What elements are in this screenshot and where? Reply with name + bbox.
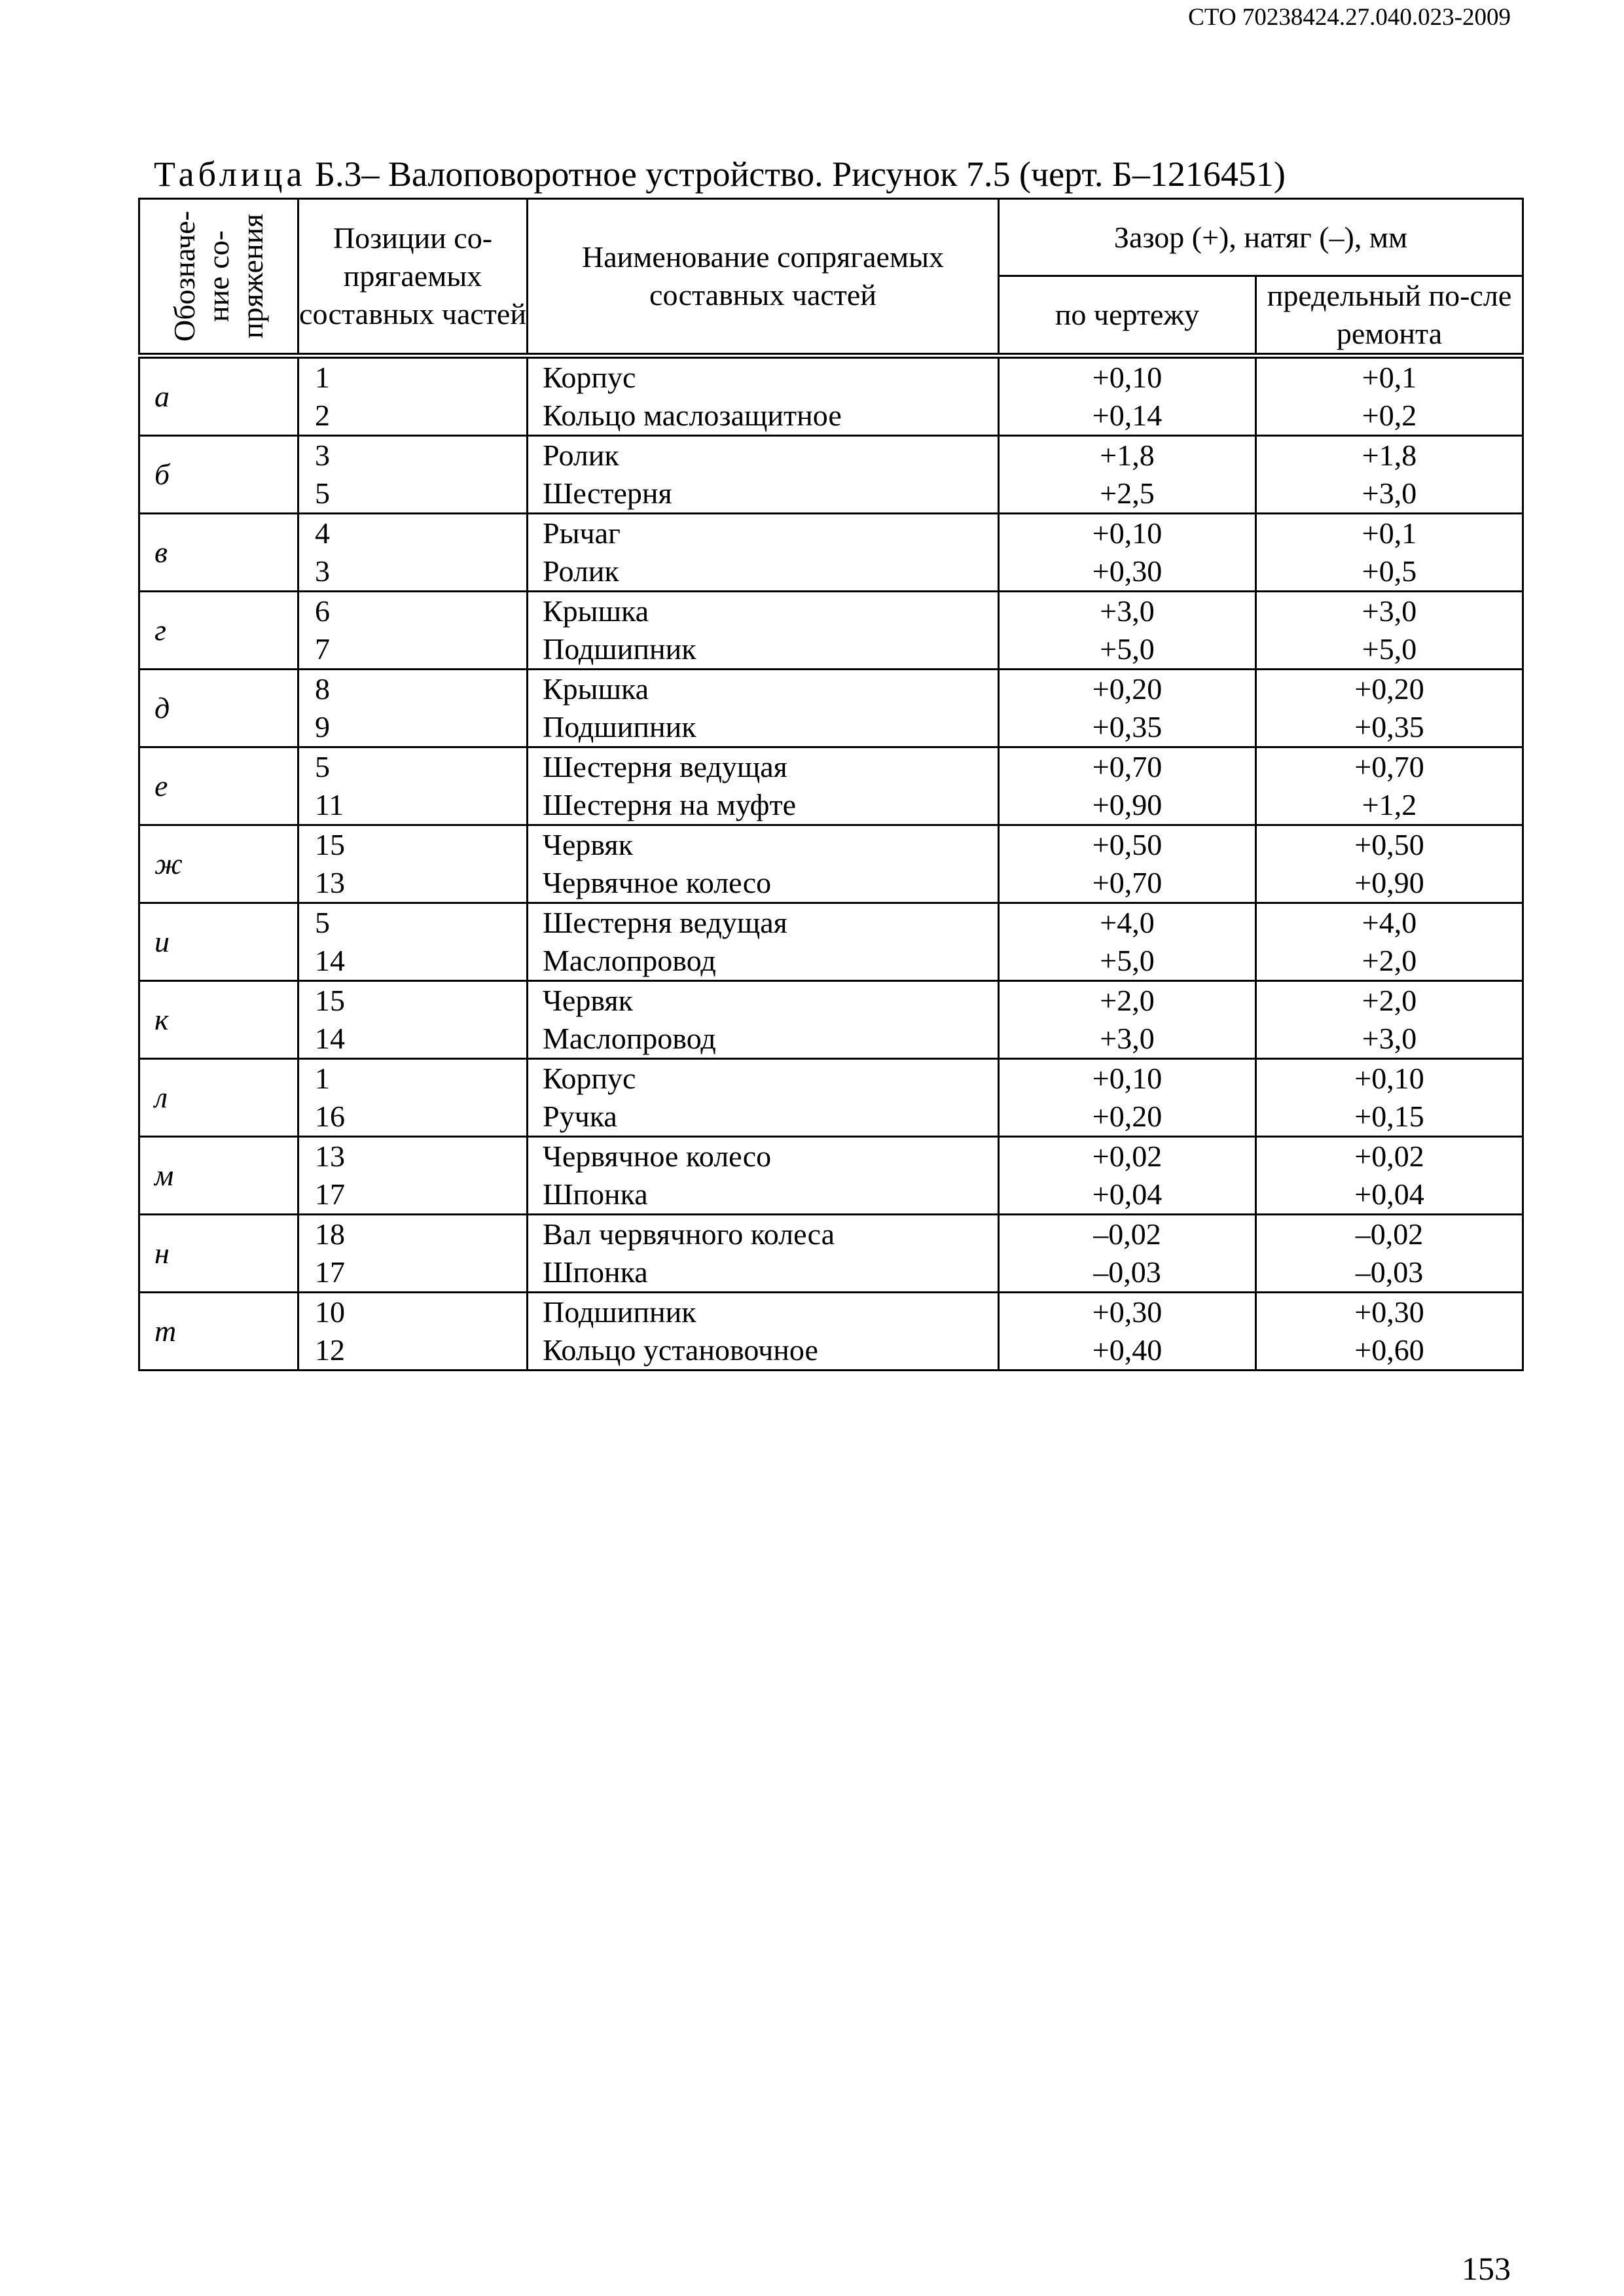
gap-limit-cell: +0,10	[1256, 1059, 1523, 1098]
table-row	[139, 397, 1523, 436]
gap-limit-cell: +3,0	[1256, 1020, 1523, 1059]
position-cell: 2	[298, 397, 528, 436]
position-cell: 7	[298, 630, 528, 670]
position-cell: 5	[298, 903, 528, 942]
gap-by-drawing-cell: +5,0	[999, 942, 1256, 981]
gap-limit-cell: +0,15	[1256, 1098, 1523, 1137]
gap-limit-cell: +0,1	[1256, 356, 1523, 397]
position-cell: 12	[298, 1331, 528, 1371]
header-by-drawing	[999, 276, 1256, 356]
gap-by-drawing-cell: +3,0	[999, 592, 1256, 631]
position-cell: 4	[298, 514, 528, 553]
part-name-cell: Кольцо маслозащитное	[528, 397, 999, 436]
table-row	[139, 903, 1523, 942]
position-cell: 17	[298, 1253, 528, 1293]
mating-designation-cell: в	[139, 514, 298, 592]
header-limit-label: предельный по-сле ремонта	[1267, 279, 1512, 350]
position-cell: 5	[298, 475, 528, 514]
table-row	[139, 1293, 1523, 1332]
gap-by-drawing-cell: +0,14	[999, 397, 1256, 436]
table-row	[139, 552, 1523, 592]
table-row	[139, 475, 1523, 514]
gap-by-drawing-cell: +4,0	[999, 903, 1256, 942]
part-name-cell: Подшипник	[528, 630, 999, 670]
table-row	[139, 670, 1523, 709]
table-row	[139, 942, 1523, 981]
gap-limit-cell: +4,0	[1256, 903, 1523, 942]
gap-limit-cell: +0,5	[1256, 552, 1523, 592]
part-name-cell: Ручка	[528, 1098, 999, 1137]
table-row	[139, 825, 1523, 865]
gap-by-drawing-cell: +0,70	[999, 747, 1256, 787]
gap-by-drawing-cell: +3,0	[999, 1020, 1256, 1059]
table-row	[139, 514, 1523, 553]
part-name-cell: Червяк	[528, 981, 999, 1020]
gap-by-drawing-cell: +0,20	[999, 670, 1256, 709]
part-name-cell: Подшипник	[528, 1293, 999, 1332]
header-gap	[999, 199, 1523, 276]
table-row	[139, 356, 1523, 397]
position-cell: 8	[298, 670, 528, 709]
gap-by-drawing-cell: +0,70	[999, 864, 1256, 903]
gap-by-drawing-cell: +0,02	[999, 1137, 1256, 1176]
part-name-cell: Ролик	[528, 436, 999, 475]
table-row	[139, 1020, 1523, 1059]
gap-by-drawing-cell: +0,10	[999, 514, 1256, 553]
gap-limit-cell: +0,1	[1256, 514, 1523, 553]
part-name-cell: Шпонка	[528, 1253, 999, 1293]
table-row	[139, 747, 1523, 787]
gap-limit-cell: +0,50	[1256, 825, 1523, 865]
header-limit	[1256, 276, 1523, 356]
gap-by-drawing-cell: +0,40	[999, 1331, 1256, 1371]
part-name-cell: Рычаг	[528, 514, 999, 553]
gap-limit-cell: +5,0	[1256, 630, 1523, 670]
mating-designation-cell: б	[139, 436, 298, 514]
position-cell: 3	[298, 552, 528, 592]
caption-text: Б.3– Валоповоротное устройство. Рисунок 7.5 (черт. Б–1216451)	[306, 154, 1286, 194]
part-name-cell: Корпус	[528, 1059, 999, 1098]
gap-by-drawing-cell: +0,10	[999, 356, 1256, 397]
gap-by-drawing-cell: +2,0	[999, 981, 1256, 1020]
mating-designation-cell: е	[139, 747, 298, 825]
gap-limit-cell: +0,2	[1256, 397, 1523, 436]
mating-parts-table	[138, 198, 1524, 1371]
position-cell: 1	[298, 1059, 528, 1098]
position-cell: 14	[298, 1020, 528, 1059]
table-row	[139, 1175, 1523, 1215]
gap-by-drawing-cell: +0,90	[999, 786, 1256, 825]
position-cell: 17	[298, 1175, 528, 1215]
header-gap-label: Зазор (+), натяг (–), мм	[1113, 220, 1408, 254]
mating-designation-cell: а	[139, 356, 298, 436]
part-name-cell: Червячное колесо	[528, 864, 999, 903]
header-positions	[298, 199, 528, 356]
gap-limit-cell: +0,60	[1256, 1331, 1523, 1371]
gap-by-drawing-cell: +0,30	[999, 552, 1256, 592]
table-row	[139, 981, 1523, 1020]
header-designation-label: Обозначе-ние со-пряжения	[168, 211, 269, 342]
table-row	[139, 436, 1523, 475]
gap-limit-cell: +0,35	[1256, 708, 1523, 747]
part-name-cell: Шестерня ведущая	[528, 903, 999, 942]
gap-limit-cell: +1,2	[1256, 786, 1523, 825]
page-number: 153	[1462, 2250, 1511, 2287]
gap-by-drawing-cell: –0,03	[999, 1253, 1256, 1293]
part-name-cell: Вал червячного колеса	[528, 1215, 999, 1254]
position-cell: 15	[298, 981, 528, 1020]
part-name-cell: Кольцо установочное	[528, 1331, 999, 1371]
position-cell: 13	[298, 1137, 528, 1176]
gap-limit-cell: +0,04	[1256, 1175, 1523, 1215]
table-row	[139, 786, 1523, 825]
position-cell: 6	[298, 592, 528, 631]
document-code: СТО 70238424.27.040.023-2009	[1188, 4, 1511, 31]
mating-designation-cell: ж	[139, 825, 298, 903]
gap-limit-cell: +0,30	[1256, 1293, 1523, 1332]
header-name-label: Наименование сопрягаемых составных частей	[582, 240, 944, 312]
part-name-cell: Ролик	[528, 552, 999, 592]
position-cell: 13	[298, 864, 528, 903]
table-row	[139, 630, 1523, 670]
gap-limit-cell: –0,02	[1256, 1215, 1523, 1254]
gap-limit-cell: +2,0	[1256, 981, 1523, 1020]
position-cell: 3	[298, 436, 528, 475]
gap-by-drawing-cell: +0,35	[999, 708, 1256, 747]
position-cell: 18	[298, 1215, 528, 1254]
gap-by-drawing-cell: +0,50	[999, 825, 1256, 865]
gap-by-drawing-cell: +0,30	[999, 1293, 1256, 1332]
part-name-cell: Шестерня ведущая	[528, 747, 999, 787]
table-row	[139, 1137, 1523, 1176]
gap-by-drawing-cell: +1,8	[999, 436, 1256, 475]
position-cell: 15	[298, 825, 528, 865]
position-cell: 10	[298, 1293, 528, 1332]
position-cell: 5	[298, 747, 528, 787]
mating-designation-cell: и	[139, 903, 298, 981]
position-cell: 11	[298, 786, 528, 825]
table-body	[139, 356, 1523, 1371]
gap-limit-cell: +3,0	[1256, 592, 1523, 631]
gap-by-drawing-cell: +0,20	[999, 1098, 1256, 1137]
gap-limit-cell: +3,0	[1256, 475, 1523, 514]
part-name-cell: Шпонка	[528, 1175, 999, 1215]
gap-limit-cell: –0,03	[1256, 1253, 1523, 1293]
table-caption	[154, 153, 1286, 195]
gap-limit-cell: +1,8	[1256, 436, 1523, 475]
position-cell: 9	[298, 708, 528, 747]
mating-designation-cell: к	[139, 981, 298, 1059]
part-name-cell: Маслопровод	[528, 1020, 999, 1059]
part-name-cell: Крышка	[528, 670, 999, 709]
gap-by-drawing-cell: +5,0	[999, 630, 1256, 670]
table-row	[139, 1059, 1523, 1098]
table-row	[139, 1098, 1523, 1137]
header-designation	[139, 199, 298, 356]
gap-by-drawing-cell: +0,04	[999, 1175, 1256, 1215]
part-name-cell: Шестерня	[528, 475, 999, 514]
position-cell: 1	[298, 356, 528, 397]
part-name-cell: Червяк	[528, 825, 999, 865]
mating-designation-cell: н	[139, 1215, 298, 1293]
mating-designation-cell: м	[139, 1137, 298, 1215]
position-cell: 14	[298, 942, 528, 981]
gap-limit-cell: +0,70	[1256, 747, 1523, 787]
table-row	[139, 708, 1523, 747]
table-row	[139, 1331, 1523, 1371]
part-name-cell: Маслопровод	[528, 942, 999, 981]
header-name	[528, 199, 999, 356]
table-row	[139, 1253, 1523, 1293]
gap-limit-cell: +2,0	[1256, 942, 1523, 981]
position-cell: 16	[298, 1098, 528, 1137]
mating-designation-cell: д	[139, 670, 298, 747]
gap-limit-cell: +0,20	[1256, 670, 1523, 709]
part-name-cell: Подшипник	[528, 708, 999, 747]
gap-by-drawing-cell: +2,5	[999, 475, 1256, 514]
mating-designation-cell: л	[139, 1059, 298, 1137]
table-row	[139, 864, 1523, 903]
part-name-cell: Шестерня на муфте	[528, 786, 999, 825]
table-row	[139, 592, 1523, 631]
part-name-cell: Корпус	[528, 356, 999, 397]
mating-designation-cell: г	[139, 592, 298, 670]
gap-limit-cell: +0,02	[1256, 1137, 1523, 1176]
part-name-cell: Крышка	[528, 592, 999, 631]
gap-by-drawing-cell: –0,02	[999, 1215, 1256, 1254]
gap-by-drawing-cell: +0,10	[999, 1059, 1256, 1098]
table-row	[139, 1215, 1523, 1254]
header-by-drawing-label: по чертежу	[1055, 298, 1200, 331]
caption-label: Таблица	[154, 154, 306, 194]
mating-designation-cell: т	[139, 1293, 298, 1371]
gap-limit-cell: +0,90	[1256, 864, 1523, 903]
part-name-cell: Червячное колесо	[528, 1137, 999, 1176]
header-positions-label: Позиции со-прягаемых составных частей	[299, 221, 526, 331]
